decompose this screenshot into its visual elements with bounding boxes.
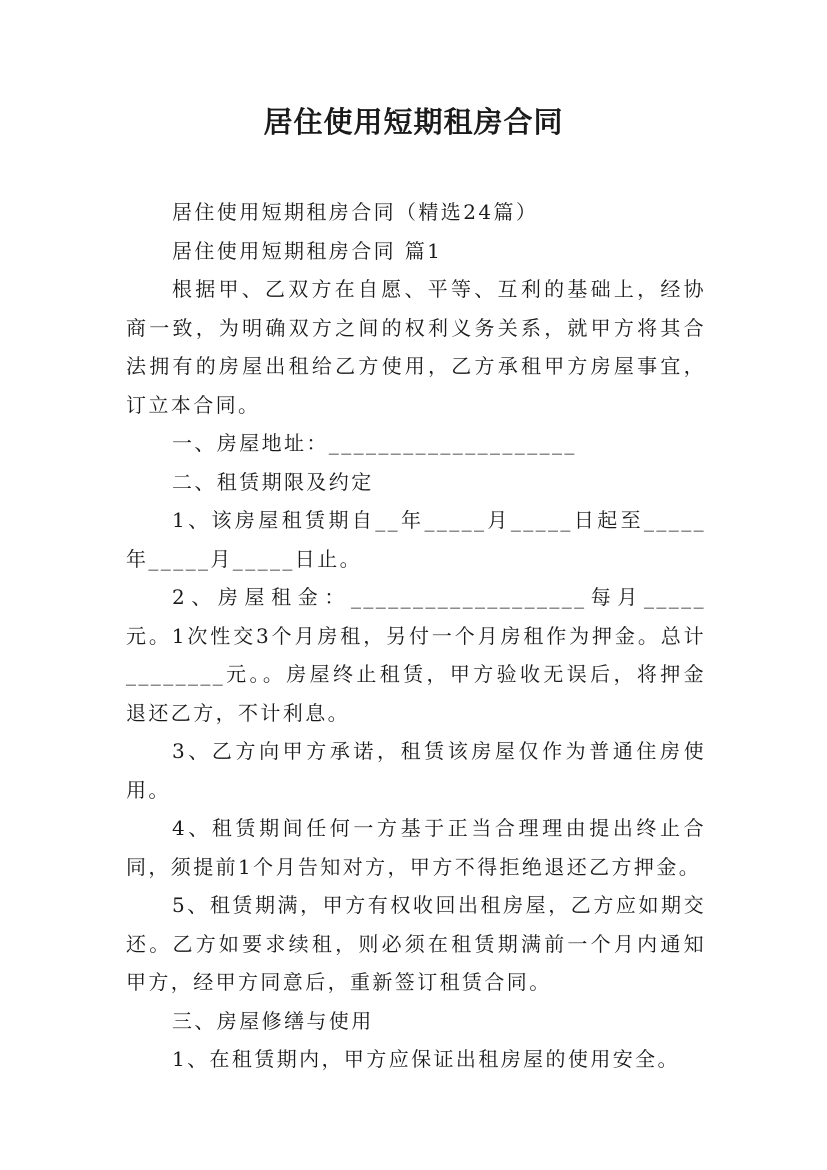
paragraph-address: 一、房屋地址：____________________ [172, 431, 577, 455]
paragraph-usage-promise: 3、乙方向甲方承诺，租赁该房屋仅作为普通住房使用。 [126, 739, 706, 802]
document-body [126, 193, 706, 1079]
paragraph-termination: 4、租赁期间任何一方基于正当合理理由提出终止合同，须提前1个月告知对方，甲方不得拒绝退还乙方押金。 [126, 816, 706, 879]
paragraph-lease-term-heading: 二、租赁期限及约定 [172, 469, 374, 494]
paragraph-subtitle: 居住使用短期租房合同（精选24篇） [172, 200, 539, 224]
paragraph-section-heading: 居住使用短期租房合同 篇1 [172, 238, 443, 263]
paragraph-preamble: 根据甲、乙双方在自愿、平等、互利的基础上，经协商一致，为明确双方之间的权利义务关系，就甲方将其合法拥有的房屋出租给乙方使用，乙方承租甲方房屋事宜，订立本合同。 [126, 277, 706, 417]
document-title: 居住使用短期租房合同 [263, 105, 564, 139]
paragraph-expiry: 5、租赁期满，甲方有权收回出租房屋，乙方应如期交还。乙方如要求续租，则必须在租赁期满前一个月内通知甲方，经甲方同意后，重新签订租赁合同。 [126, 893, 706, 994]
paragraph-repair-heading: 三、房屋修缮与使用 [172, 1008, 374, 1033]
paragraph-safety: 1、在租赁期内，甲方应保证出租房屋的使用安全。 [172, 1047, 680, 1071]
paragraph-lease-period: 1、该房屋租赁期自__年_____月_____日起至_____年_____月_____日止。 [126, 508, 706, 571]
paragraph-rent: 2、房屋租金：___________________每月_____元。1次性交3个月房租，另付一个月房租作为押金。总计________元。。房屋终止租赁，甲方验收无误后，将押金退还乙方，不计利息。 [126, 585, 706, 725]
